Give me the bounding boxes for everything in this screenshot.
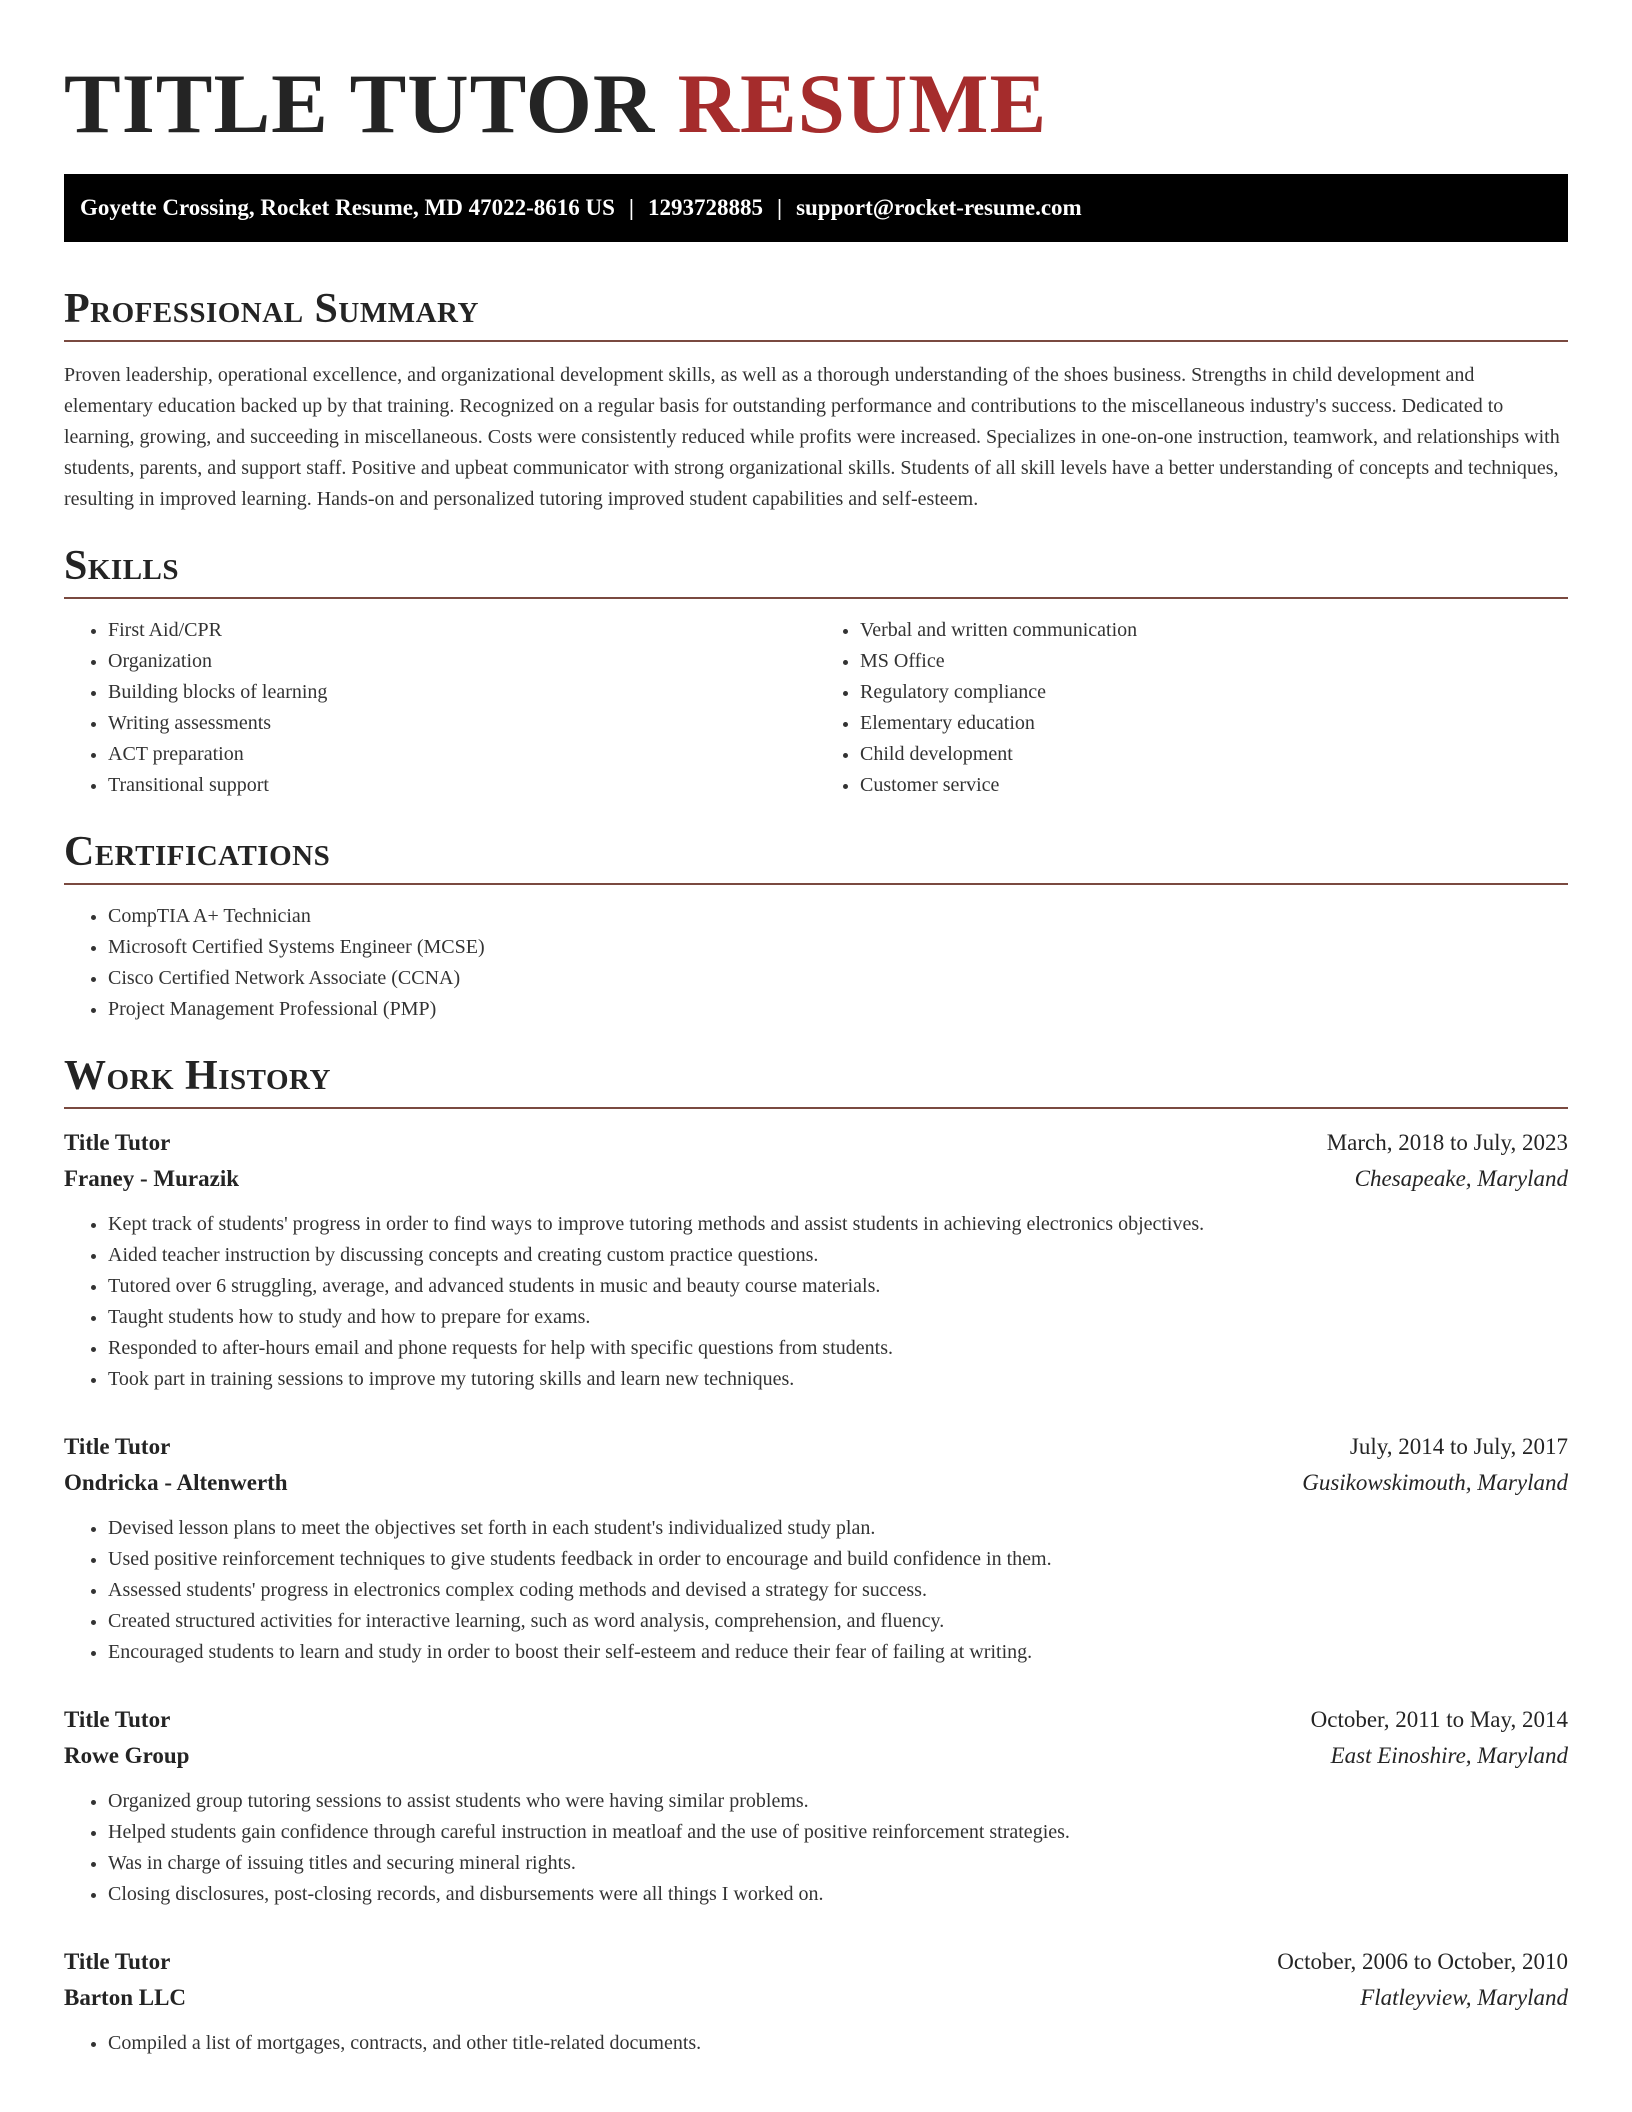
certifications-section bbox=[64, 827, 1568, 1025]
job-bullet: • Encouraged students to learn and study in order to boost their self-esteem and reduce their fear of failing at writing. bbox=[108, 1637, 1568, 1668]
skills-list-right bbox=[816, 615, 1568, 801]
contact-email: support@rocket-resume.com bbox=[796, 195, 1082, 220]
job-entry bbox=[64, 1944, 1568, 2059]
job-bullets bbox=[64, 1209, 1568, 1395]
contact-separator: | bbox=[628, 195, 634, 220]
job-bullet: • Took part in training sessions to improve my tutoring skills and learn new techniques. bbox=[108, 1364, 1568, 1395]
skill-item: • Regulatory compliance bbox=[860, 677, 1568, 708]
job-company: Barton LLC bbox=[64, 1985, 187, 2010]
certifications-list bbox=[64, 901, 1568, 1025]
summary-text: Proven leadership, operational excellence, and organizational development skills, as well as a thorough understanding of the shoes business. Strengths in child development and elementary education backed up by that training. Recognized on a regular basis for outstanding performance and contributions to the miscellaneous industry's success. Dedicated to learning, growing, and succeeding in miscellaneous. Costs were consistently reduced while profits were increased. Specializes in one-on-one instruction, teamwork, and relationships with students, parents, and support staff. Positive and upbeat communicator with strong organizational skills. Students of all skill levels have a better understanding of concepts and techniques, resulting in improved learning. Hands-on and personalized tutoring improved student capabilities and self-esteem. bbox=[64, 364, 1560, 510]
job-bullet: • Kept track of students' progress in order to find ways to improve tutoring methods and assist students in achieving electronics objectives. bbox=[108, 1209, 1568, 1240]
contact-address: Goyette Crossing, Rocket Resume, MD 47022-8616 US bbox=[80, 195, 615, 220]
contact-phone: 1293728885 bbox=[647, 195, 763, 220]
section-heading-skills: Skills bbox=[64, 541, 1568, 599]
job-bullet: • Responded to after-hours email and phone requests for help with specific questions from students. bbox=[108, 1333, 1568, 1364]
job-header-row bbox=[64, 1944, 1568, 1980]
job-header-row bbox=[64, 1429, 1568, 1465]
skill-item: • Elementary education bbox=[860, 708, 1568, 739]
certification-item: • Cisco Certified Network Associate (CCNA) bbox=[108, 963, 1568, 994]
job-location: Flatleyview, Maryland bbox=[1360, 1985, 1568, 2010]
title-main: TITLE TUTOR bbox=[64, 57, 656, 151]
job-entry bbox=[64, 1702, 1568, 1910]
job-bullet: • Used positive reinforcement techniques to give students feedback in order to encourage and build confidence in them. bbox=[108, 1544, 1568, 1575]
job-bullets bbox=[64, 1513, 1568, 1668]
job-bullets bbox=[64, 2028, 1568, 2059]
job-location: Chesapeake, Maryland bbox=[1354, 1166, 1568, 1191]
skill-item: • ACT preparation bbox=[108, 739, 816, 770]
job-header-row bbox=[64, 1702, 1568, 1738]
certification-item: • Project Management Professional (PMP) bbox=[108, 994, 1568, 1025]
certification-item: • Microsoft Certified Systems Engineer (MCSE) bbox=[108, 932, 1568, 963]
job-title: Title Tutor bbox=[64, 1130, 171, 1155]
section-heading-certifications: Certifications bbox=[64, 827, 1568, 885]
job-header-row bbox=[64, 1125, 1568, 1161]
job-bullet: • Was in charge of issuing titles and securing mineral rights. bbox=[108, 1848, 1568, 1879]
job-bullet: • Aided teacher instruction by discussing concepts and creating custom practice questions. bbox=[108, 1240, 1568, 1271]
skills-grid bbox=[64, 615, 1568, 801]
skill-item: • Organization bbox=[108, 646, 816, 677]
job-dates: October, 2006 to October, 2010 bbox=[1277, 1949, 1568, 1974]
certification-item: • CompTIA A+ Technician bbox=[108, 901, 1568, 932]
skill-item: • Writing assessments bbox=[108, 708, 816, 739]
job-location: Gusikowskimouth, Maryland bbox=[1302, 1470, 1568, 1495]
job-bullet: • Created structured activities for interactive learning, such as word analysis, comprehension, and fluency. bbox=[108, 1606, 1568, 1637]
skill-item: • Verbal and written communication bbox=[860, 615, 1568, 646]
section-heading-work-history: Work History bbox=[64, 1051, 1568, 1109]
job-company-row bbox=[64, 1465, 1568, 1501]
work-history-section bbox=[64, 1051, 1568, 2059]
title-accent: RESUME bbox=[677, 57, 1048, 151]
job-company: Rowe Group bbox=[64, 1743, 190, 1768]
contact-bar bbox=[64, 174, 1568, 242]
job-company-row bbox=[64, 1738, 1568, 1774]
job-title: Title Tutor bbox=[64, 1707, 171, 1732]
skill-item: • Customer service bbox=[860, 770, 1568, 801]
skill-item: • Child development bbox=[860, 739, 1568, 770]
job-dates: July, 2014 to July, 2017 bbox=[1349, 1434, 1568, 1459]
job-dates: October, 2011 to May, 2014 bbox=[1310, 1707, 1568, 1732]
job-title: Title Tutor bbox=[64, 1434, 171, 1459]
job-bullet: • Compiled a list of mortgages, contracts, and other title-related documents. bbox=[108, 2028, 1568, 2059]
job-bullet: • Taught students how to study and how to prepare for exams. bbox=[108, 1302, 1568, 1333]
job-bullet: • Tutored over 6 struggling, average, and advanced students in music and beauty course materials. bbox=[108, 1271, 1568, 1302]
job-bullet: • Assessed students' progress in electronics complex coding methods and devised a strategy for success. bbox=[108, 1575, 1568, 1606]
job-entry bbox=[64, 1429, 1568, 1668]
job-company-row bbox=[64, 1161, 1568, 1197]
job-company: Ondricka - Altenwerth bbox=[64, 1470, 288, 1495]
skills-list-left bbox=[64, 615, 816, 801]
job-bullet: • Organized group tutoring sessions to assist students who were having similar problems. bbox=[108, 1786, 1568, 1817]
skill-item: • MS Office bbox=[860, 646, 1568, 677]
section-heading-summary: Professional Summary bbox=[64, 284, 1568, 342]
job-bullets bbox=[64, 1786, 1568, 1910]
skill-item: • Building blocks of learning bbox=[108, 677, 816, 708]
skills-section bbox=[64, 541, 1568, 801]
resume-title bbox=[64, 0, 1568, 150]
job-bullet: • Devised lesson plans to meet the objectives set forth in each student's individualized study plan. bbox=[108, 1513, 1568, 1544]
contact-separator: | bbox=[776, 195, 783, 220]
job-entry bbox=[64, 1125, 1568, 1395]
job-company: Franey - Murazik bbox=[64, 1166, 240, 1191]
job-location: East Einoshire, Maryland bbox=[1330, 1743, 1568, 1768]
job-dates: March, 2018 to July, 2023 bbox=[1326, 1130, 1568, 1155]
job-bullet: • Closing disclosures, post-closing records, and disbursements were all things I worked on. bbox=[108, 1879, 1568, 1910]
skill-item: • First Aid/CPR bbox=[108, 615, 816, 646]
job-company-row bbox=[64, 1980, 1568, 2016]
job-bullet: • Helped students gain confidence through careful instruction in meatloaf and the use of positive reinforcement strategies. bbox=[108, 1817, 1568, 1848]
job-title: Title Tutor bbox=[64, 1949, 171, 1974]
summary-section bbox=[64, 284, 1568, 515]
skill-item: • Transitional support bbox=[108, 770, 816, 801]
